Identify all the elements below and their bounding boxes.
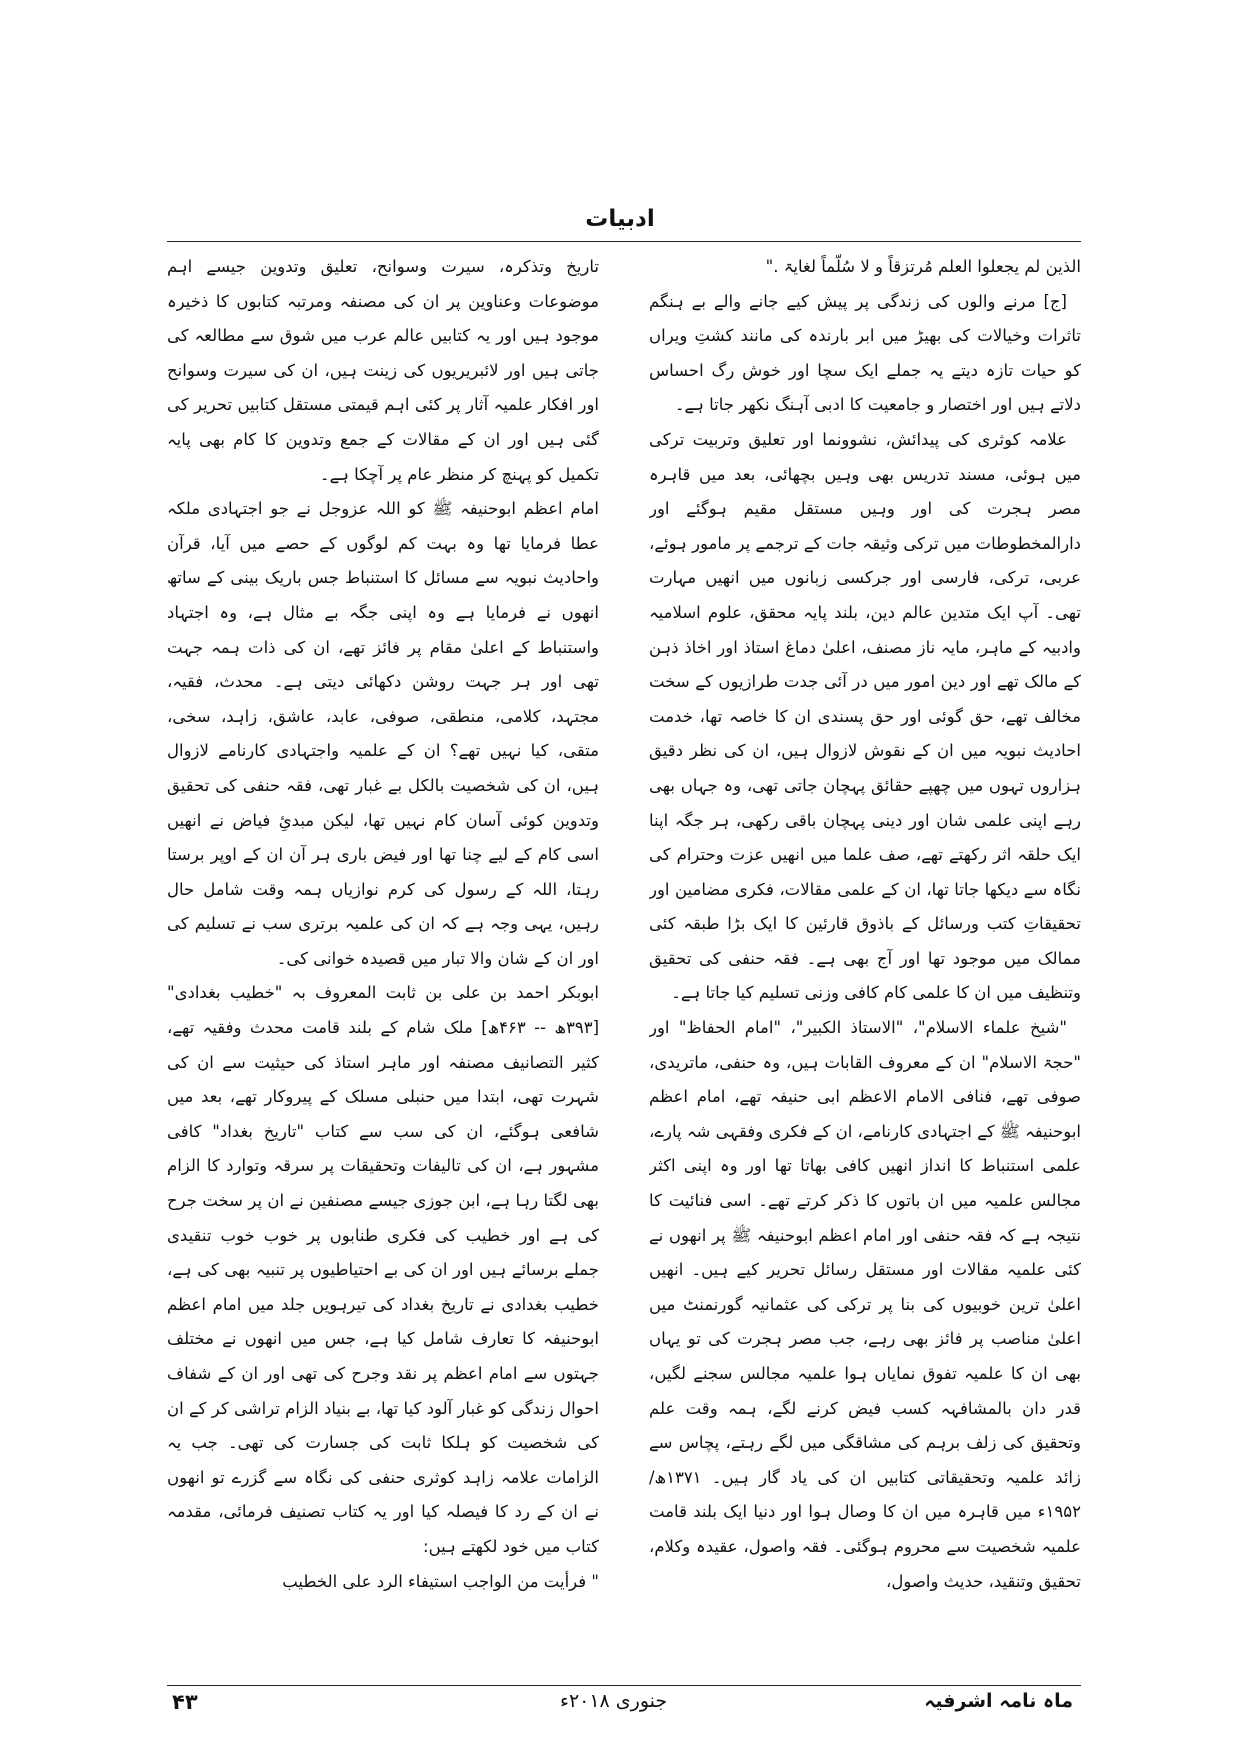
paragraph: علامہ کوثری کی پیدائش، نشوونما اور تعلیق وتربیت ترکی میں ہوئی، مسند تدریس بھی وہیں بچھائی، بعد میں قاہرہ مصر ہجرت کی اور وہیں مستقل مقیم ہوگئے اور دارالمخطوطات میں ترکی وثیقہ جات کے ترجمے پر مامور ہوئے، عربی، ترکی، فارسی اور جرکسی زبانوں میں انھیں مہارت تھی۔ آپ ایک متدین عالم دین، بلند پایہ محقق، علوم اسلامیہ وادبیہ کے ماہر، مایہ ناز مصنف، اعلیٰ دماغ استاذ اور اخاذ ذہن کے مالک تھے اور دین امور میں در آئی جدت طرازیوں کے سخت مخالف تھے، حق گوئی اور حق پسندی ان کا خاصہ تھا، خدمت احادیث نبویہ میں ان کے نقوش لازوال ہیں، ان کی نظر دقیق ہزاروں تہوں میں چھپے حقائق پہچان جاتی تھی، وہ جہاں بھی رہے اپنی علمی شان اور دینی پہچان باقی رکھی، ہر جگہ اپنا ایک حلقہ اثر رکھتے تھے، صف علما میں انھیں عزت وحترام کی نگاہ سے دیکھا جاتا تھا، ان کے علمی مقالات، فکری مضامین اور تحقیقاتِ کتب ورسائل کے باذوق قارئین کا ایک بڑا طبقہ کئی ممالک میں موجود تھا اور آج بھی ہے۔ فقہ حنفی کی تحقیق وتنظیف میں ان کا علمی کام کافی وزنی تسلیم کیا جاتا ہے۔ <box>649 429 1081 1003</box>
journal-name: ماہ نامہ اشرفیہ <box>924 1690 1073 1712</box>
paragraph: [ج] مرنے والوں کی زندگی پر پیش کیے جانے والے بے ہنگم تاثرات وخیالات کی بھیڑ میں ابر بارندہ کی مانند کشتِ ویراں کو حیات تازہ دیتے یہ جملے ایک سچا اور خوش رگ احساس دلاتے ہیں اور اختصار و جامعیت کا ادبی آہنگ نکھر جاتا ہے۔ <box>649 291 1081 415</box>
paragraph: ابوبکر احمد بن علی بن ثابت المعروف بہ "خطیب بغدادی" [۳۹۳ھ -- ۴۶۳ھ] ملک شام کے بلند قامت محدث وفقیہ تھے، کثیر التصانیف مصنفہ اور ماہر استاذ کی حیثیت سے ان کی شہرت تھی، ابتدا میں حنبلی مسلک کے پیروکار تھے، بعد میں شافعی ہوگئے، ان کی سب سے کتاب "تاریخ بغداد" کافی مشہور ہے، ان کی تالیفات وتحقیقات پر سرقہ وتوارد کا الزام بھی لگتا رہا ہے، ابن جوزی جیسے مصنفین نے ان پر سخت جرح کی ہے اور خطیب کی فکری طنابوں پر خوب خوب تنقیدی جملے برسائے ہیں اور ان کی بے احتیاطیوں پر تنبیہ بھی کی ہے، خطیب بغدادی نے تاریخ بغداد کی تیرہویں جلد میں امام اعظم ابوحنیفہ کا تعارف شامل کیا ہے، جس میں انھوں نے مختلف جہتوں سے امام اعظم پر نقد وجرح کی تھی اور ان کے شفاف احوال زندگی کو غبار آلود کیا تھا، بے بنیاد الزام تراشی کر کے ان کی شخصیت کو ہلکا ثابت کی جسارت کی تھی۔ جب یہ الزامات علامہ زاہد کوثری حنفی کی نگاہ سے گزرے تو انھوں نے ان کے رد کا فیصلہ کیا اور یہ کتاب تصنیف فرمائی، مقدمہ کتاب میں خود لکھتے ہیں: <box>167 983 599 1556</box>
issue-date: جنوری ۲۰۱۸ء <box>560 1690 668 1712</box>
page-title: ادبیات <box>585 206 655 232</box>
paragraph: تاریخ وتذکرہ، سیرت وسوانح، تعلیق وتدوین جیسے اہم موضوعات وعناوین پر ان کی مصنفہ ومرتبہ کتابوں کا ذخیرہ موجود ہیں اور یہ کتابیں عالم عرب میں شوق سے مطالعہ کی جاتی ہیں اور لائبریریوں کی زینت ہیں، ان کی سیرت وسوانح اور افکار علمیہ آثار پر کئی اہم قیمتی مستقل کتابیں تحریر کی گئی ہیں اور ان کے مقالات کے جمع وتدوین کا کام بھی پایہ تکمیل کو پہنچ کر منظر عام پر آچکا ہے۔ <box>167 257 599 484</box>
arabic-quote-ending: الذین لم یجعلوا العلم مُرتزقاً و لا سُلّماً لغایۃ ." <box>765 257 1081 276</box>
left-text-column <box>167 250 599 1675</box>
header-divider <box>167 241 1081 242</box>
paragraph: "شیخ علماء الاسلام"، "الاستاذ الکبیر"، "امام الحفاظ" اور "حجۃ الاسلام" ان کے معروف القابات ہیں، وہ حنفی، ماتریدی، صوفی تھے، فنافی الامام الاعظم ابی حنیفہ تھے، امام اعظم ابوحنیفہ ﷺ کے اجتہادی کارنامے، ان کے فکری وفقہی شہ پارے، علمی استنباط کا انداز انھیں کافی بھاتا تھا اور وہ اپنی اکثر مجالس علمیہ میں ان باتوں کا ذکر کرتے تھے۔ اسی فنائیت کا نتیجہ ہے کہ فقہ حنفی اور امام اعظم ابوحنیفہ ﷺ پر انھوں نے کئی علمیہ مقالات اور مستقل رسائل تحریر کیے ہیں۔ انھیں اعلیٰ ترین خوبیوں کی بنا پر ترکی کی عثمانیہ گورنمنٹ میں اعلیٰ مناصب پر فائز بھی رہے، جب مصر ہجرت کی تو یہاں بھی ان کا علمیہ تفوق نمایاں ہوا علمیہ مجالس سجنے لگیں، قدر دان بالمشافہہ کسب فیض کرنے لگے، ہمہ وقت علم وتحقیق کی زلف برہم کی مشاقگی میں لگے رہتے، پچاس سے زائد علمیہ وتحقیقاتی کتابیں ان کی یاد گار ہیں۔ ۱۳۷۱ھ/ ۱۹۵۲ء میں قاہرہ میں ان کا وصال ہوا اور دنیا ایک بلند قامت علمیہ شخصیت سے محروم ہوگئی۔ فقہ واصول، عقیدہ وکلام، تحقیق وتنقید، حدیث واصول، <box>649 1018 1081 1591</box>
right-text-column <box>649 250 1081 1675</box>
page-number: ۴۳ <box>172 1690 198 1714</box>
footer-divider <box>167 1685 1081 1686</box>
paragraph: امام اعظم ابوحنیفہ ﷺ کو اللہ عزوجل نے جو اجتہادی ملکہ عطا فرمایا تھا وہ بہت کم لوگوں کے حصے میں آیا، قرآن واحادیث نبویہ سے مسائل کا استنباط جس باریک بینی کے ساتھ انھوں نے فرمایا ہے وہ اپنی جگہ بے مثال ہے، وہ اجتہاد واستنباط کے اعلیٰ مقام پر فائز تھے، ان کی ذات ہمہ جہت تھی اور ہر جہت روشن دکھائی دیتی ہے۔ محدث، فقیہ، مجتہد، کلامی، منطقی، صوفی، عابد، عاشق، زاہد، سخی، متقی، کیا نہیں تھے؟ ان کے علمیہ واجتہادی کارنامے لازوال ہیں، ان کی شخصیت بالکل بے غبار تھی، فقہ حنفی کی تحقیق وتدوین کوئی آسان کام نہیں تھا، لیکن مبدئِ فیاض نے انھیں اسی کام کے لیے چنا تھا اور فیض باری ہر آن ان کے اوپر برستا رہتا، اللہ کے رسول کی کرم نوازیاں ہمہ وقت شامل حال رہیں، یہی وجہ ہے کہ ان کی علمیہ برتری سب نے تسلیم کی اور ان کے شان والا تبار میں قصیدہ خوانی کی۔ <box>167 499 599 968</box>
arabic-quote: " فرأيت من الواجب استيفاء الرد على الخطيب <box>282 1571 599 1591</box>
